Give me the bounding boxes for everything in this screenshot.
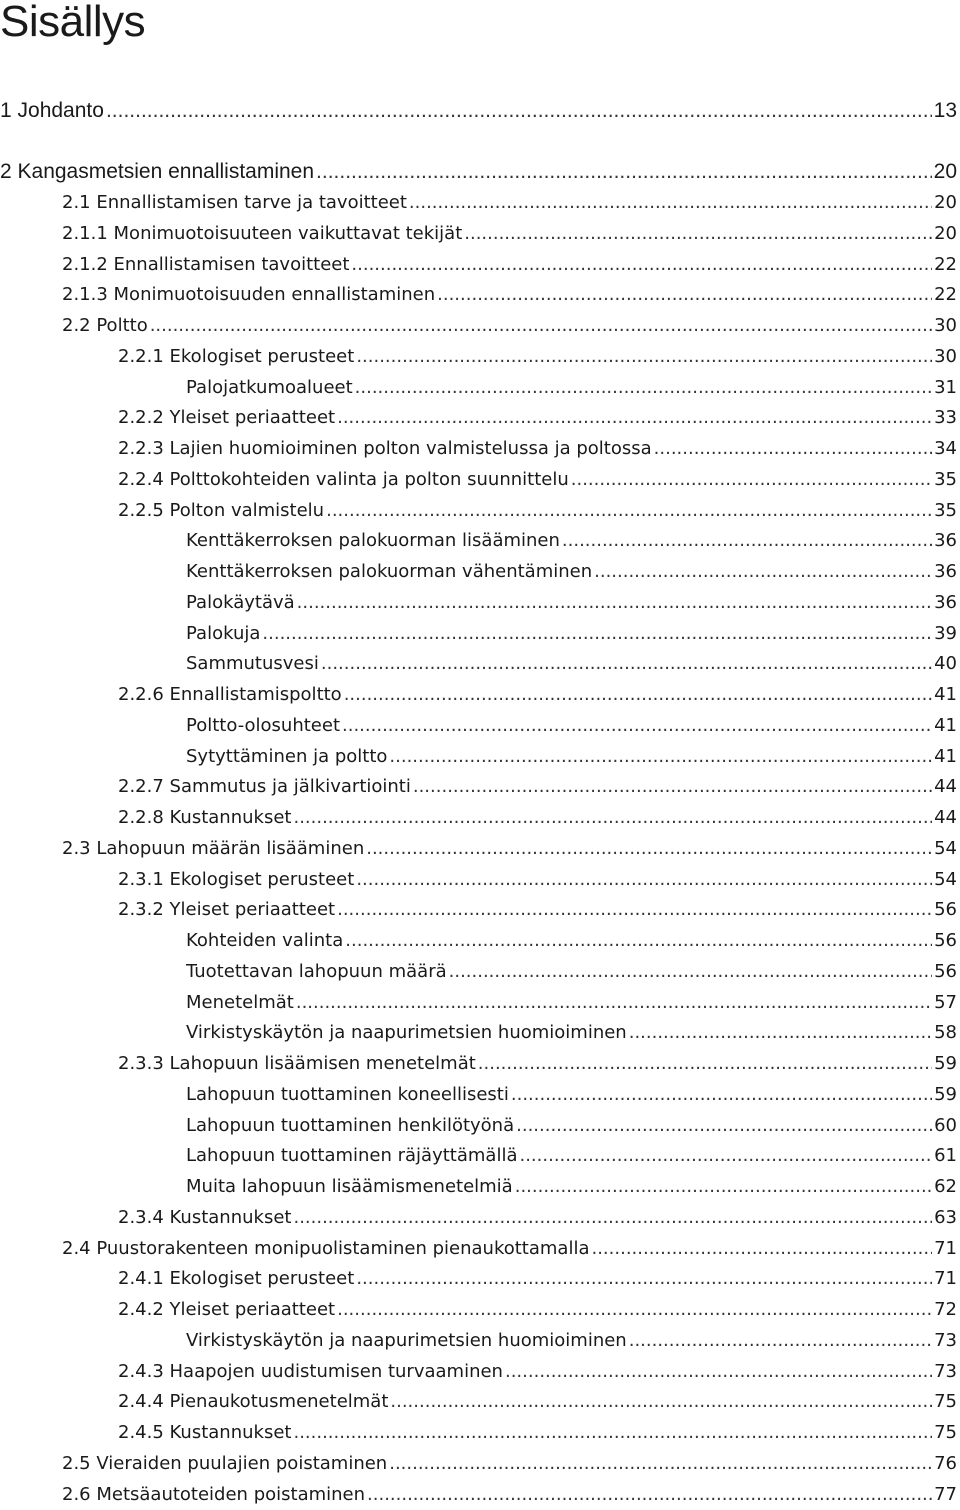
- toc-entry-label: 2.3.2 Yleiset periaatteet: [118, 899, 336, 921]
- toc-entry-page: 35: [934, 468, 957, 490]
- toc-entry[interactable]: [0, 96, 957, 126]
- toc-entry-page: 72: [934, 1299, 957, 1320]
- toc-entry-label: Lahopuun tuottaminen koneellisesti: [186, 1083, 509, 1105]
- dot-leader: [297, 588, 932, 618]
- toc-entry-label: 2.3.1 Ekologiset perusteet: [118, 868, 355, 890]
- toc-entry[interactable]: [186, 373, 957, 403]
- dot-leader: [345, 926, 932, 956]
- toc-entry-page: 71: [934, 1268, 957, 1290]
- dot-leader: [356, 865, 932, 895]
- toc-entry-page: 73: [934, 1360, 957, 1382]
- toc-entry-page: 56: [934, 899, 957, 921]
- toc-entry-page: 36: [934, 530, 957, 552]
- toc-entry[interactable]: [186, 988, 957, 1018]
- toc-entry-label: Virkistyskäytön ja naapurimetsien huomioiminen: [186, 1022, 627, 1044]
- toc-entry-page: 20: [934, 192, 957, 213]
- dot-leader: [511, 1080, 932, 1110]
- toc-entry[interactable]: [62, 1234, 957, 1264]
- dot-leader: [389, 742, 932, 772]
- toc-entry-page: 20: [933, 160, 957, 183]
- toc-entry-page: 40: [934, 653, 957, 675]
- toc-entry[interactable]: [62, 219, 957, 249]
- toc-entry-label: Palokäytävä: [186, 591, 295, 613]
- dot-leader: [367, 1480, 932, 1510]
- toc-entry[interactable]: [186, 957, 957, 987]
- toc-entry[interactable]: [118, 1203, 957, 1233]
- toc-entry[interactable]: [118, 865, 957, 895]
- dot-leader: [106, 96, 932, 126]
- dot-leader: [409, 188, 932, 218]
- toc-entry[interactable]: [186, 1172, 957, 1202]
- toc-entry-page: 54: [934, 868, 957, 890]
- toc-entry-page: 73: [934, 1329, 957, 1351]
- dot-leader: [629, 1018, 932, 1048]
- dot-leader: [654, 434, 932, 464]
- toc-entry[interactable]: [62, 250, 957, 280]
- toc-entry-label: 1 Johdanto: [0, 99, 104, 122]
- toc-entry-label: 2 Kangasmetsien ennallistaminen: [0, 160, 315, 183]
- toc-entry-page: 44: [934, 776, 957, 798]
- dot-leader: [515, 1172, 932, 1202]
- toc-entry-page: 39: [934, 622, 957, 644]
- dot-leader: [316, 157, 932, 187]
- toc-entry-page: 63: [934, 1206, 957, 1228]
- toc-entry-page: 22: [934, 253, 957, 275]
- toc-entry-label: 2.4 Puustorakenteen monipuolistaminen pienaukottamalla: [62, 1237, 590, 1259]
- toc-entry[interactable]: [118, 1387, 957, 1417]
- toc-entry-label: Kenttäkerroksen palokuorman vähentäminen: [186, 561, 593, 582]
- dot-leader: [562, 526, 932, 556]
- toc-entry-label: 2.4.4 Pienaukotusmenetelmät: [118, 1391, 389, 1413]
- toc-entry-label: Tuotettavan lahopuun määrä: [186, 960, 447, 982]
- toc-entry-page: 36: [934, 591, 957, 613]
- toc-entry-label: 2.4.5 Kustannukset: [118, 1422, 292, 1443]
- toc-entry-page: 20: [934, 222, 957, 244]
- toc-entry[interactable]: [118, 680, 957, 710]
- dot-leader: [594, 557, 932, 587]
- dot-leader: [519, 1141, 932, 1171]
- toc-entry-label: 2.3.3 Lahopuun lisäämisen menetelmät: [118, 1053, 476, 1074]
- dot-leader: [516, 1111, 932, 1141]
- toc-entry[interactable]: [186, 649, 957, 679]
- dot-leader: [293, 803, 932, 833]
- toc-entry-page: 30: [934, 315, 957, 336]
- dot-leader: [478, 1049, 932, 1079]
- dot-leader: [262, 619, 932, 649]
- dot-leader: [356, 1264, 932, 1294]
- toc-entry-page: 60: [934, 1114, 957, 1136]
- toc-entry[interactable]: [186, 557, 957, 587]
- toc-entry-label: 2.2.2 Yleiset periaatteet: [118, 407, 336, 429]
- toc-entry-page: 57: [934, 991, 957, 1013]
- toc-entry[interactable]: [118, 1049, 957, 1079]
- toc-entry-label: Poltto-olosuhteet: [186, 714, 341, 736]
- dot-leader: [150, 311, 932, 341]
- page-title: Sisällys: [0, 0, 146, 46]
- toc-entry-label: Muita lahopuun lisäämismenetelmiä: [186, 1176, 513, 1197]
- dot-leader: [356, 342, 932, 372]
- toc-entry[interactable]: [62, 280, 957, 310]
- dot-leader: [293, 1418, 932, 1448]
- dot-leader: [413, 772, 932, 802]
- dot-leader: [337, 1295, 932, 1325]
- toc-entry[interactable]: [118, 403, 957, 433]
- toc-entry[interactable]: [62, 834, 957, 864]
- toc-entry-page: 75: [934, 1422, 957, 1443]
- toc-entry-page: 36: [934, 561, 957, 582]
- toc-entry-label: 2.2.8 Kustannukset: [118, 807, 292, 828]
- toc-entry-page: 77: [934, 1483, 957, 1505]
- toc-entry-label: 2.4.2 Yleiset periaatteet: [118, 1299, 336, 1320]
- toc-entry[interactable]: [62, 311, 957, 341]
- toc-entry-label: 2.2.5 Polton valmistelu: [118, 499, 325, 521]
- dot-leader: [629, 1326, 932, 1356]
- toc-entry-label: 2.1.2 Ennallistamisen tavoitteet: [62, 253, 350, 275]
- toc-entry[interactable]: [118, 342, 957, 372]
- toc-entry[interactable]: [186, 711, 957, 741]
- toc-entry[interactable]: [118, 772, 957, 802]
- toc-entry-page: 41: [934, 745, 957, 767]
- dot-leader: [326, 496, 932, 526]
- toc-entry-page: 75: [934, 1391, 957, 1413]
- toc-entry[interactable]: [186, 742, 957, 772]
- toc-entry[interactable]: [118, 465, 957, 495]
- toc-entry-label: 2.2.3 Lajien huomioiminen polton valmistelussa ja poltossa: [118, 438, 652, 459]
- toc-entry-page: 41: [934, 714, 957, 736]
- toc-entry-label: Kenttäkerroksen palokuorman lisääminen: [186, 530, 560, 552]
- toc-entry[interactable]: [118, 434, 957, 464]
- toc-entry[interactable]: [0, 157, 957, 187]
- toc-entry[interactable]: [118, 496, 957, 526]
- toc-entry-label: Palokuja: [186, 622, 261, 644]
- dot-leader: [344, 680, 932, 710]
- dot-leader: [337, 403, 932, 433]
- toc-entry[interactable]: [186, 526, 957, 556]
- toc-entry[interactable]: [62, 1449, 957, 1479]
- dot-leader: [464, 219, 932, 249]
- dot-leader: [293, 1203, 932, 1233]
- toc-entry[interactable]: [186, 588, 957, 618]
- dot-leader: [321, 649, 932, 679]
- toc-entry-label: Lahopuun tuottaminen räjäyttämällä: [186, 1145, 518, 1167]
- toc-entry-label: Virkistyskäytön ja naapurimetsien huomioiminen: [186, 1329, 627, 1351]
- toc-entry-label: 2.6 Metsäautoteiden poistaminen: [62, 1483, 366, 1505]
- toc-entry[interactable]: [186, 1080, 957, 1110]
- toc-entry-page: 58: [934, 1022, 957, 1044]
- toc-entry-page: 59: [934, 1053, 957, 1074]
- toc-entry[interactable]: [186, 1018, 957, 1048]
- toc-entry-label: 2.3 Lahopuun määrän lisääminen: [62, 837, 365, 859]
- toc-entry-label: 2.1 Ennallistamisen tarve ja tavoitteet: [62, 192, 407, 213]
- toc-entry[interactable]: [118, 895, 957, 925]
- toc-entry-label: 2.3.4 Kustannukset: [118, 1206, 292, 1228]
- toc-entry-page: 34: [934, 438, 957, 459]
- toc-entry-label: 2.4.1 Ekologiset perusteet: [118, 1268, 355, 1290]
- toc-entry-label: 2.2.7 Sammutus ja jälkivartiointi: [118, 776, 411, 798]
- dot-leader: [389, 1449, 932, 1479]
- dot-leader: [296, 988, 932, 1018]
- toc-entry-page: 13: [933, 99, 957, 122]
- toc-entry-page: 56: [934, 930, 957, 951]
- toc-entry-page: 22: [934, 284, 957, 306]
- toc-entry-page: 31: [934, 376, 957, 398]
- dot-leader: [355, 373, 932, 403]
- dot-leader: [449, 957, 932, 987]
- dot-leader: [437, 280, 932, 310]
- toc-entry-label: 2.2.6 Ennallistamispoltto: [118, 684, 342, 705]
- toc-entry-label: 2.4.3 Haapojen uudistumisen turvaaminen: [118, 1360, 503, 1382]
- toc-entry[interactable]: [62, 1480, 957, 1510]
- dot-leader: [591, 1234, 932, 1264]
- toc-entry-label: Kohteiden valinta: [186, 930, 344, 951]
- toc-entry-label: Lahopuun tuottaminen henkilötyönä: [186, 1114, 515, 1136]
- toc-entry[interactable]: [118, 1264, 957, 1294]
- dot-leader: [571, 465, 932, 495]
- toc-entry-page: 35: [934, 499, 957, 521]
- toc-entry-page: 61: [934, 1145, 957, 1167]
- toc-entry-page: 54: [934, 837, 957, 859]
- dot-leader: [505, 1357, 932, 1387]
- toc-entry-label: 2.5 Vieraiden puulajien poistaminen: [62, 1452, 388, 1474]
- dot-leader: [342, 711, 932, 741]
- dot-leader: [351, 250, 932, 280]
- toc-entry-label: 2.2.1 Ekologiset perusteet: [118, 345, 355, 367]
- toc-entry-label: Menetelmät: [186, 991, 294, 1013]
- toc-entry[interactable]: [118, 1418, 957, 1448]
- toc-entry-label: Sammutusvesi: [186, 653, 319, 675]
- toc-entry-label: 2.1.1 Monimuotoisuuteen vaikuttavat tekijät: [62, 222, 463, 244]
- toc-entry-page: 71: [934, 1237, 957, 1259]
- toc-entry[interactable]: [118, 1357, 957, 1387]
- toc-entry-page: 41: [934, 684, 957, 705]
- dot-leader: [366, 834, 932, 864]
- toc-entry-page: 30: [934, 345, 957, 367]
- toc-entry[interactable]: [186, 1141, 957, 1171]
- toc-entry[interactable]: [118, 803, 957, 833]
- toc-entry-page: 44: [934, 807, 957, 828]
- toc-entry[interactable]: [186, 1111, 957, 1141]
- toc-entry-label: 2.1.3 Monimuotoisuuden ennallistaminen: [62, 284, 436, 306]
- toc-entry-page: 56: [934, 960, 957, 982]
- toc-entry[interactable]: [186, 619, 957, 649]
- dot-leader: [390, 1387, 932, 1417]
- toc-entry-page: 59: [934, 1083, 957, 1105]
- toc-entry-page: 33: [934, 407, 957, 429]
- toc-entry-label: 2.2.4 Polttokohteiden valinta ja polton suunnittelu: [118, 468, 569, 490]
- toc-entry-label: Sytyttäminen ja poltto: [186, 745, 388, 767]
- toc-entry[interactable]: [186, 926, 957, 956]
- toc-entry-page: 62: [934, 1176, 957, 1197]
- toc-entry-page: 76: [934, 1452, 957, 1474]
- toc-entry-label: 2.2 Poltto: [62, 315, 148, 336]
- dot-leader: [337, 895, 932, 925]
- toc-entry[interactable]: [118, 1295, 957, 1325]
- toc-entry[interactable]: [62, 188, 957, 218]
- toc-entry[interactable]: [186, 1326, 957, 1356]
- toc-entry-label: Palojatkumoalueet: [186, 376, 353, 398]
